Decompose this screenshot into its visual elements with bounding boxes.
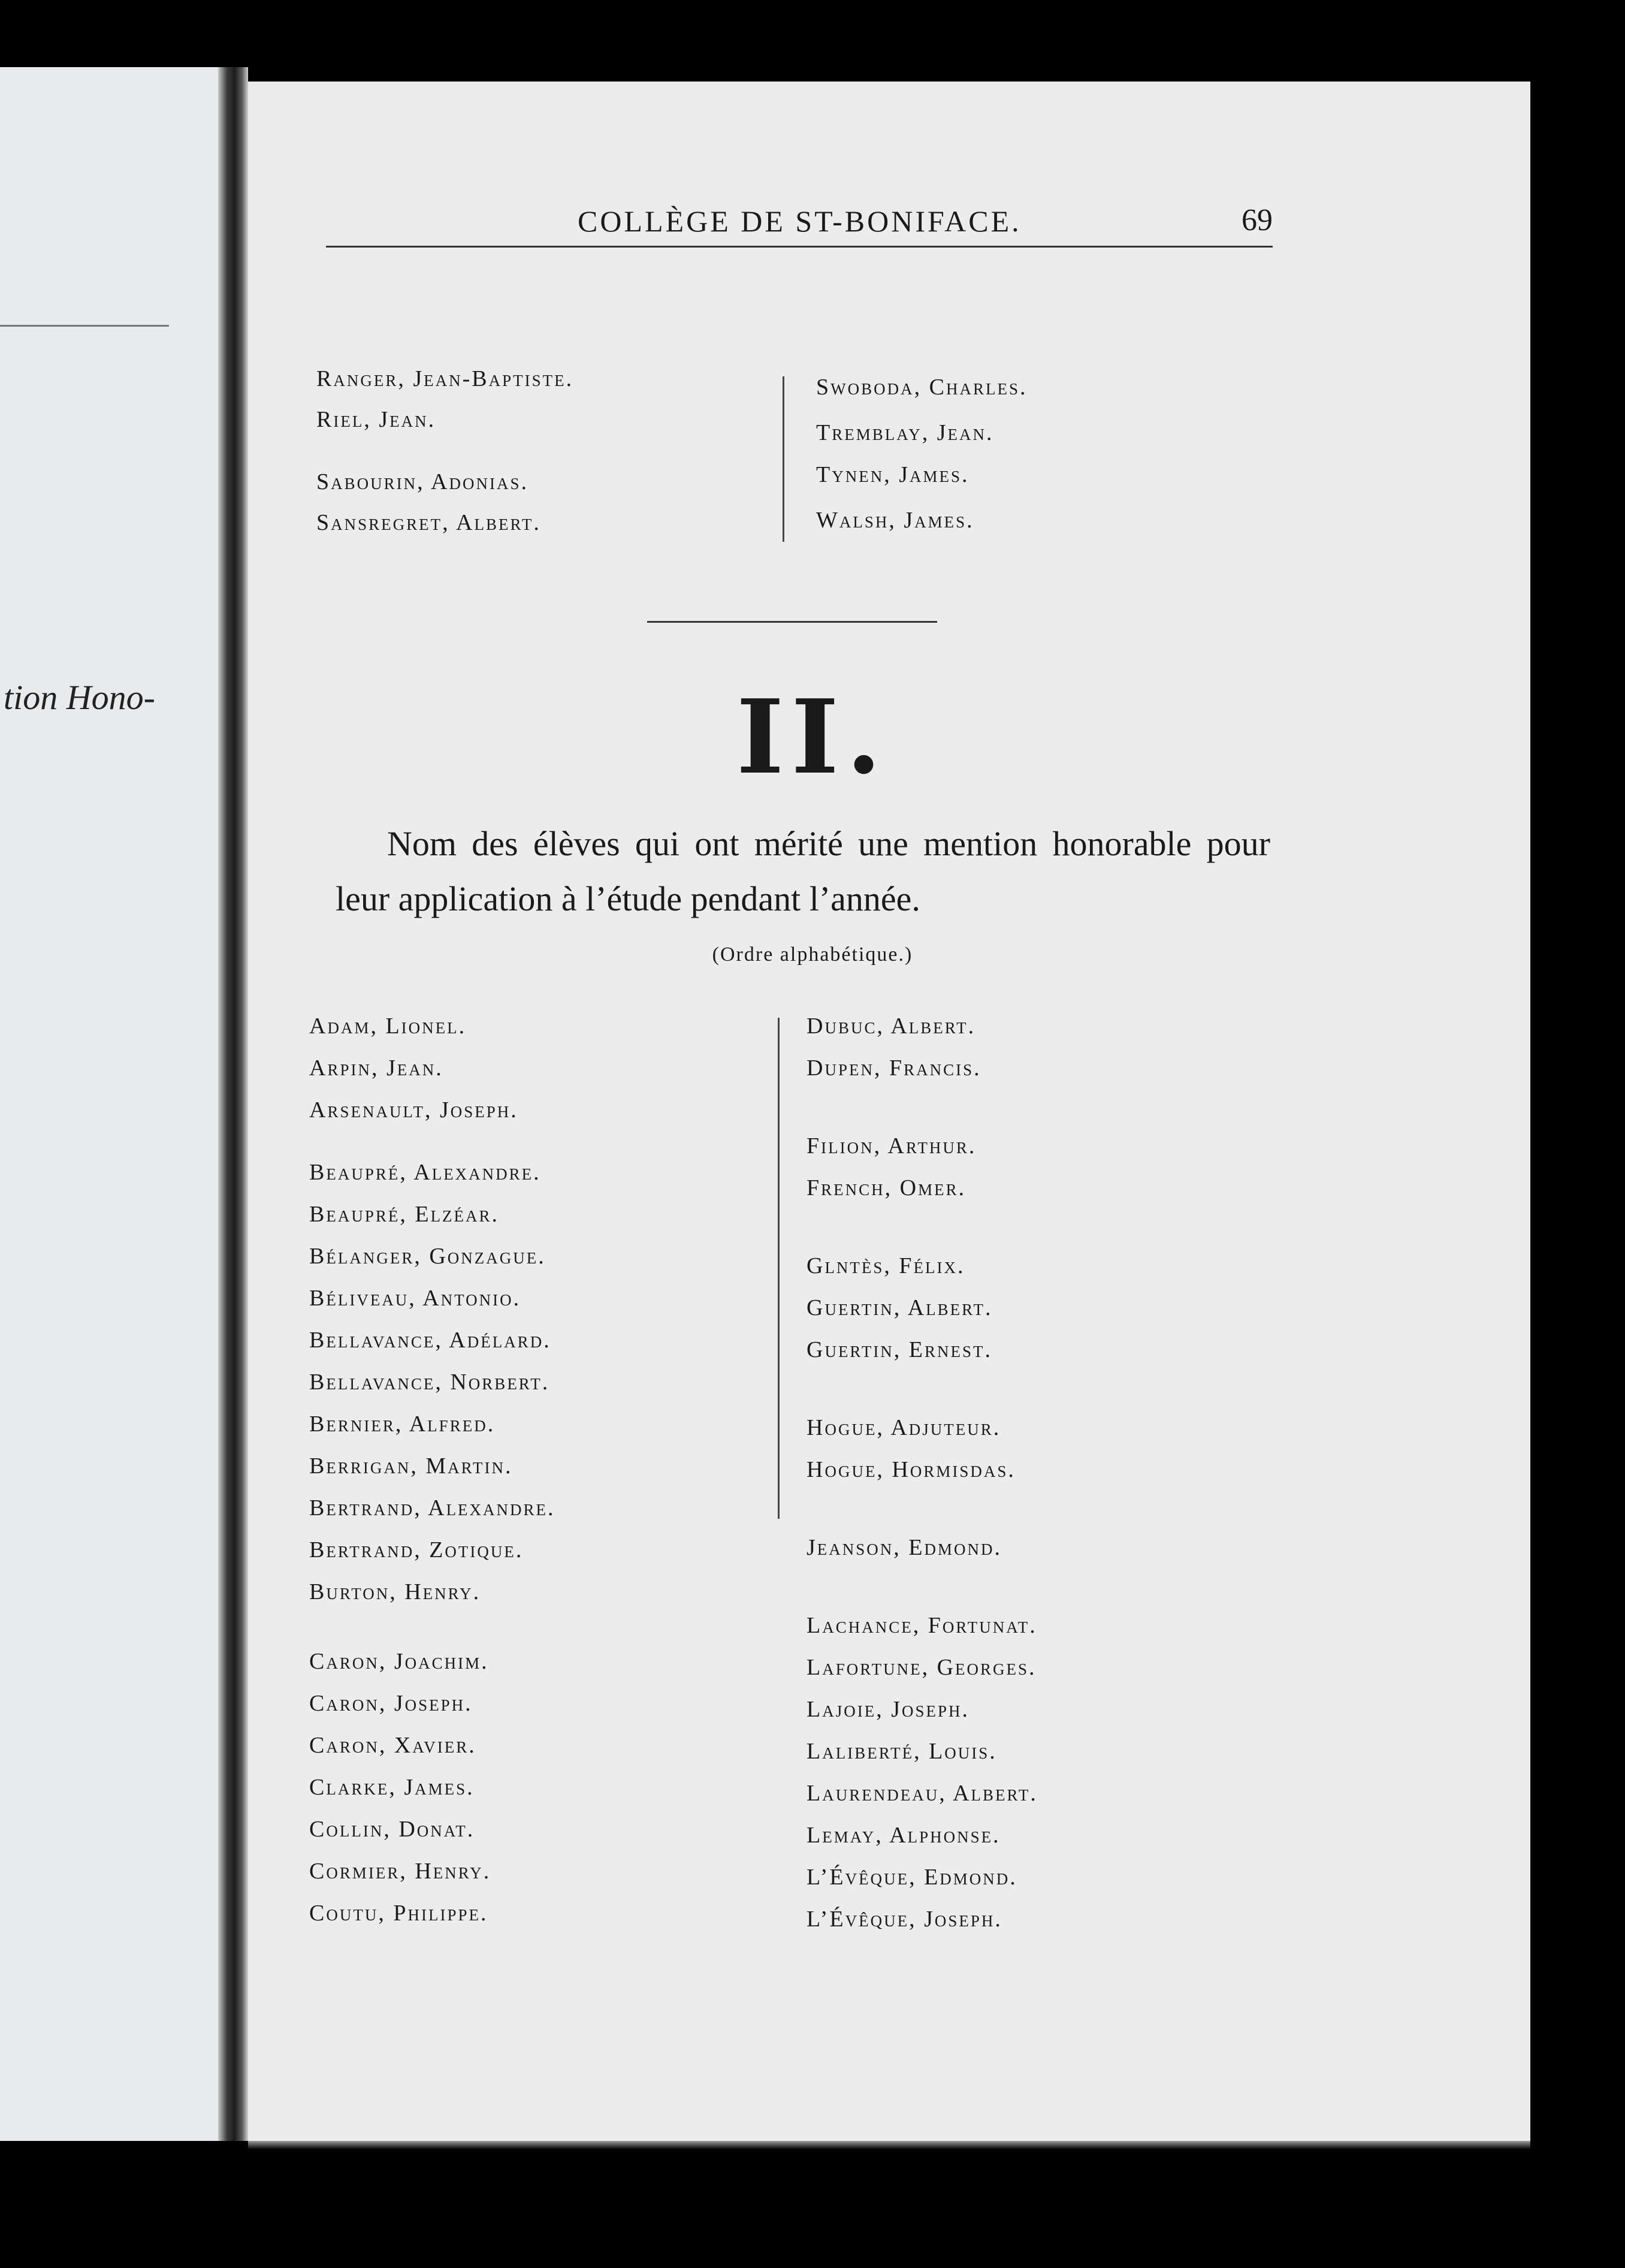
- list-item: Dupen, Francis.: [807, 1055, 981, 1081]
- running-head: [326, 204, 1273, 248]
- list-item: Lajoie, Joseph.: [807, 1697, 970, 1722]
- list-item: Bernier, Alfred.: [309, 1412, 496, 1437]
- list-item: Tynen, James.: [816, 462, 969, 487]
- list-item: Guertin, Albert.: [807, 1295, 993, 1320]
- list-item: Caron, Xavier.: [309, 1733, 476, 1758]
- list-item: Caron, Joachim.: [309, 1649, 489, 1674]
- section-rule: [647, 621, 937, 623]
- order-note: (Ordre alphabétique.): [712, 943, 913, 966]
- list-item: Berrigan, Martin.: [309, 1453, 513, 1479]
- column-divider: [778, 1018, 780, 1519]
- list-item: Adam, Lionel.: [309, 1014, 467, 1039]
- list-item: Laurendeau, Albert.: [807, 1781, 1038, 1806]
- list-item: Arpin, Jean.: [309, 1055, 443, 1081]
- section-heading: Nom des élèves qui ont mérité une mention honorable pour leur application à l’étude pendant l’année.: [336, 824, 1270, 918]
- list-item: Walsh, James.: [816, 508, 974, 533]
- list-item: Clarke, James.: [309, 1775, 475, 1800]
- list-item: L’Évêque, Edmond.: [807, 1865, 1017, 1890]
- list-item: Coutu, Philippe.: [309, 1901, 488, 1926]
- list-item: L’Évêque, Joseph.: [807, 1907, 1002, 1932]
- list-item: Riel, Jean.: [316, 407, 436, 432]
- list-item: Ranger, Jean-Baptiste.: [316, 366, 574, 391]
- facing-page: [0, 67, 232, 2141]
- list-item: Collin, Donat.: [309, 1817, 475, 1842]
- list-item: Hogue, Hormisdas.: [807, 1457, 1016, 1482]
- list-item: Guertin, Ernest.: [807, 1337, 993, 1362]
- list-item: Bertrand, Zotique.: [309, 1537, 524, 1563]
- list-item: Bellavance, Adélard.: [309, 1328, 551, 1353]
- list-item: Arsenault, Joseph.: [309, 1097, 518, 1123]
- list-item: Beaupré, Elzéar.: [309, 1202, 500, 1227]
- list-item: Hogue, Adjuteur.: [807, 1415, 1001, 1440]
- list-item: Glntès, Félix.: [807, 1253, 965, 1278]
- list-item: Bertrand, Alexandre.: [309, 1495, 555, 1521]
- running-head-title: COLLÈGE DE ST-BONIFACE.: [578, 204, 1022, 238]
- list-item: Beaupré, Alexandre.: [309, 1160, 541, 1185]
- list-item: Caron, Joseph.: [309, 1691, 473, 1716]
- list-item: Sabourin, Adonias.: [316, 469, 528, 494]
- list-item: Sansregret, Albert.: [316, 510, 541, 535]
- page-bottom-edge: [248, 2141, 1530, 2149]
- list-item: Lachance, Fortunat.: [807, 1613, 1037, 1638]
- list-item: Cormier, Henry.: [309, 1859, 491, 1884]
- list-item: Filion, Arthur.: [807, 1133, 977, 1159]
- column-divider: [783, 376, 784, 542]
- list-item: Laliberté, Louis.: [807, 1739, 997, 1764]
- list-item: Jeanson, Edmond.: [807, 1535, 1002, 1560]
- list-item: Swoboda, Charles.: [816, 375, 1028, 400]
- facing-page-rule: [0, 325, 169, 327]
- list-item: Lemay, Alphonse.: [807, 1823, 1001, 1848]
- list-item: French, Omer.: [807, 1175, 966, 1201]
- list-item: Burton, Henry.: [309, 1579, 481, 1605]
- facing-page-text-fragment: tion Hono-: [4, 678, 155, 717]
- list-item: Dubuc, Albert.: [807, 1014, 976, 1039]
- book-gutter: [218, 67, 248, 2141]
- page-number: 69: [1242, 203, 1273, 237]
- list-item: Bellavance, Norbert.: [309, 1370, 550, 1395]
- list-item: Tremblay, Jean.: [816, 420, 994, 445]
- section-numeral: II.: [736, 677, 889, 797]
- list-item: Béliveau, Antonio.: [309, 1286, 521, 1311]
- list-item: Lafortune, Georges.: [807, 1655, 1037, 1680]
- list-item: Bélanger, Gonzague.: [309, 1244, 546, 1269]
